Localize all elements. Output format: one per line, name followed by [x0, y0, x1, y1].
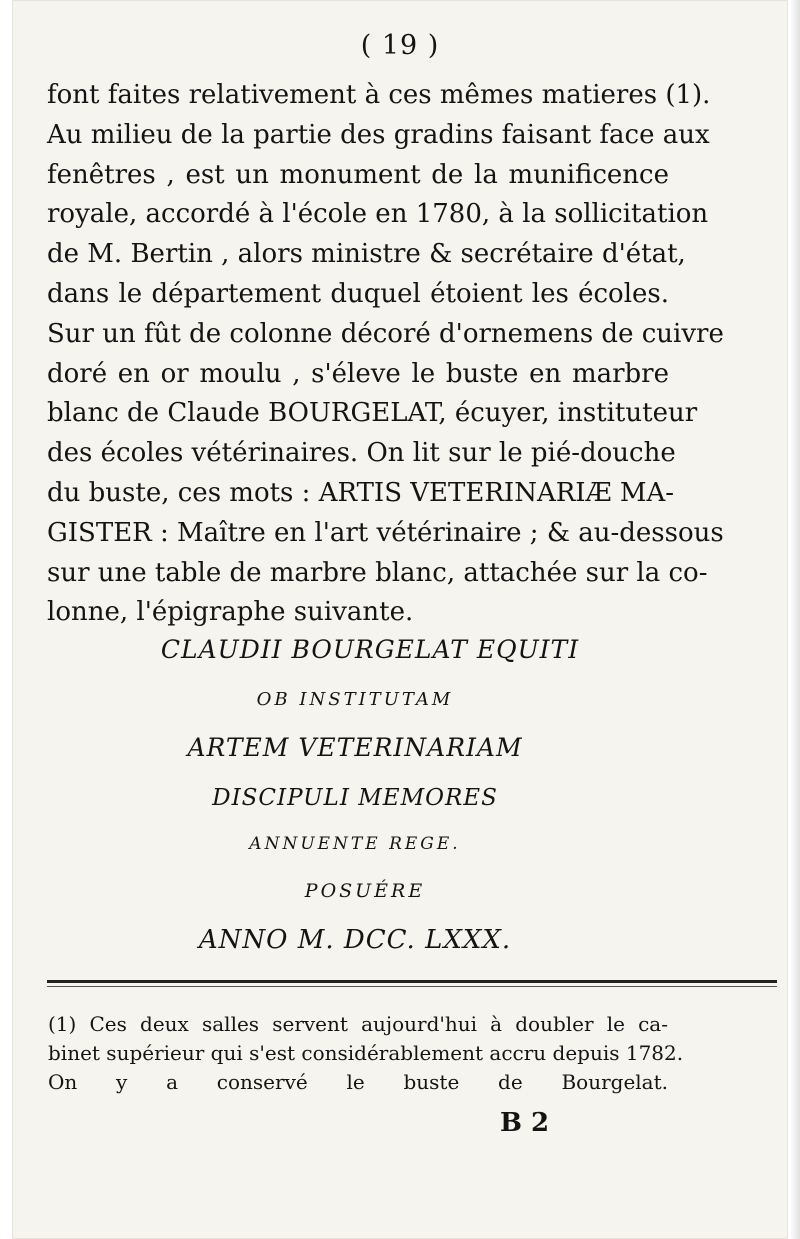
book-page — [12, 0, 788, 1239]
footnote — [48, 1010, 684, 1097]
body-line: fenêtres , est un monument de la munificence — [47, 159, 669, 190]
footnote-divider — [47, 980, 777, 983]
body-line: Sur un fût de colonne décoré d'ornemens de cuivre — [47, 318, 724, 349]
body-line: font faites relativement à ces mêmes matieres (1). — [47, 80, 711, 110]
page-number: ( 19 ) — [360, 30, 440, 61]
inscription-line: DISCIPULI MEMORES — [212, 785, 498, 811]
footnote-line: On y a conservé le buste de Bourgelat. — [48, 1070, 668, 1094]
body-line: GISTER : Maître en l'art vétérinaire ; & au-dessous — [47, 517, 724, 548]
body-line: des écoles vétérinaires. On lit sur le pié-douche — [47, 438, 676, 469]
body-line: Au milieu de la partie des gradins faisant face aux — [47, 119, 710, 150]
footnote-divider-thin — [47, 986, 777, 987]
inscription-line: ANNUENTE REGE. — [249, 834, 461, 854]
inscription-line: CLAUDII BOURGELAT EQUITI — [160, 635, 580, 664]
inscription-line: ANNO M. DCC. LXXX. — [198, 925, 512, 955]
body-line: royale, accordé à l'école en 1780, à la sollicitation — [47, 199, 709, 230]
inscription-line: POSUÉRE — [304, 880, 426, 902]
footnote-line: (1) Ces deux salles servent aujourd'hui à doubler le ca- — [48, 1012, 668, 1036]
signature-mark: B 2 — [500, 1108, 550, 1138]
footnote-line: binet supérieur qui s'est considérablement accru depuis 1782. — [48, 1041, 684, 1065]
body-line: dans le département duquel étoient les écoles. — [47, 278, 669, 309]
inscription-line: ARTEM VETERINARIAM — [187, 733, 523, 762]
page-edge-shadow — [790, 0, 800, 1239]
body-line: blanc de Claude BOURGELAT, écuyer, instituteur — [47, 398, 698, 429]
body-line: sur une table de marbre blanc, attachée sur la co- — [47, 557, 708, 588]
inscription-line: OB INSTITUTAM — [256, 689, 454, 710]
body-line: lonne, l'épigraphe suivante. — [47, 597, 414, 628]
body-line: doré en or moulu , s'éleve le buste en marbre — [47, 358, 669, 389]
body-line: de M. Bertin , alors ministre & secrétaire d'état, — [47, 239, 686, 270]
epigraph-inscription — [12, 632, 788, 960]
body-line: du buste, ces mots : ARTIS VETERINARIÆ MA- — [47, 477, 675, 508]
body-text — [47, 76, 724, 633]
